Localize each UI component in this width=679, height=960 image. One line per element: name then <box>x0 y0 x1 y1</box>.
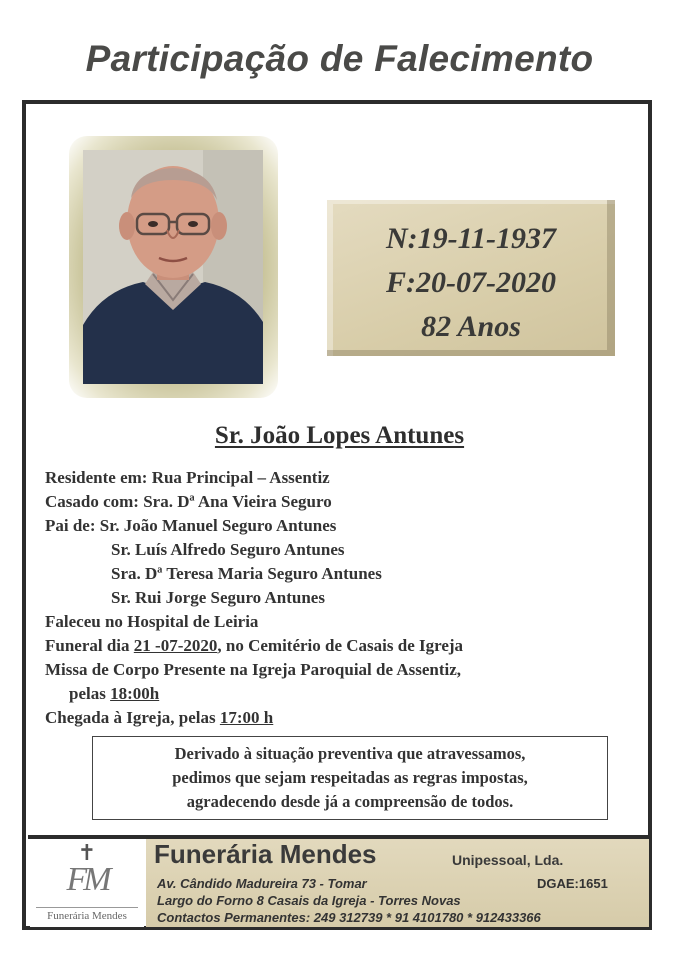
page-title: Participação de Falecimento <box>85 38 594 79</box>
address-torres-novas: Largo do Forno 8 Casais da Igreja - Torres Novas <box>157 893 461 908</box>
child-4: Sr. Rui Jorge Seguro Antunes <box>111 588 325 607</box>
dgae-number: DGAE:1651 <box>537 876 608 891</box>
company-type: Unipessoal, Lda. <box>452 852 564 868</box>
residence: Residente em: Rua Principal – Assentiz <box>45 468 330 487</box>
logo-text: Funerária Mendes <box>36 907 138 922</box>
logo-monogram: FM <box>66 861 108 898</box>
mass-time-line: pelas 18:00h <box>69 684 160 703</box>
dates-plaque <box>327 200 615 356</box>
funeral-date: 21 -07-2020 <box>133 636 218 655</box>
children-first: Pai de: Sr. João Manuel Seguro Antunes <box>45 516 337 535</box>
child-3: Sra. Dª Teresa Maria Seguro Antunes <box>111 564 382 583</box>
birth-date: N:19-11-1937 <box>386 222 556 255</box>
details-block <box>45 466 463 730</box>
covid-notice: Derivado à situação preventiva que atravessamos, pedimos que sejam respeitadas as regras impostas, agradecendo desde já a compreensão de todos. <box>92 736 608 820</box>
death-place: Faleceu no Hospital de Leiria <box>45 612 259 631</box>
spouse: Casado com: Sra. Dª Ana Vieira Seguro <box>45 492 332 511</box>
mass-info: Missa de Corpo Presente na Igreja Paroquial de Assentiz, <box>45 660 462 679</box>
portrait-photo <box>83 150 263 384</box>
death-date: F:20-07-2020 <box>386 266 556 299</box>
arrival-info: Chegada à Igreja, pelas 17:00 h <box>45 708 274 727</box>
funeral-home-logo <box>30 839 144 927</box>
deceased-name: Sr. João Lopes Antunes <box>214 422 465 449</box>
address-tomar: Av. Cândido Madureira 73 - Tomar <box>157 876 367 891</box>
child-2: Sr. Luís Alfredo Seguro Antunes <box>111 540 345 559</box>
age: 82 Anos <box>421 310 521 343</box>
contacts: Contactos Permanentes: 249 312739 * 91 4101780 * 912433366 <box>157 910 541 925</box>
company-name: Funerária Mendes <box>154 839 377 869</box>
mass-time: 18:00h <box>110 684 160 703</box>
funeral-info: Funeral dia 21 -07-2020, no Cemitério de Casais de Igreja <box>45 636 464 655</box>
cross-icon: ✝ <box>77 841 97 866</box>
arrival-time: 17:00 h <box>219 708 274 727</box>
